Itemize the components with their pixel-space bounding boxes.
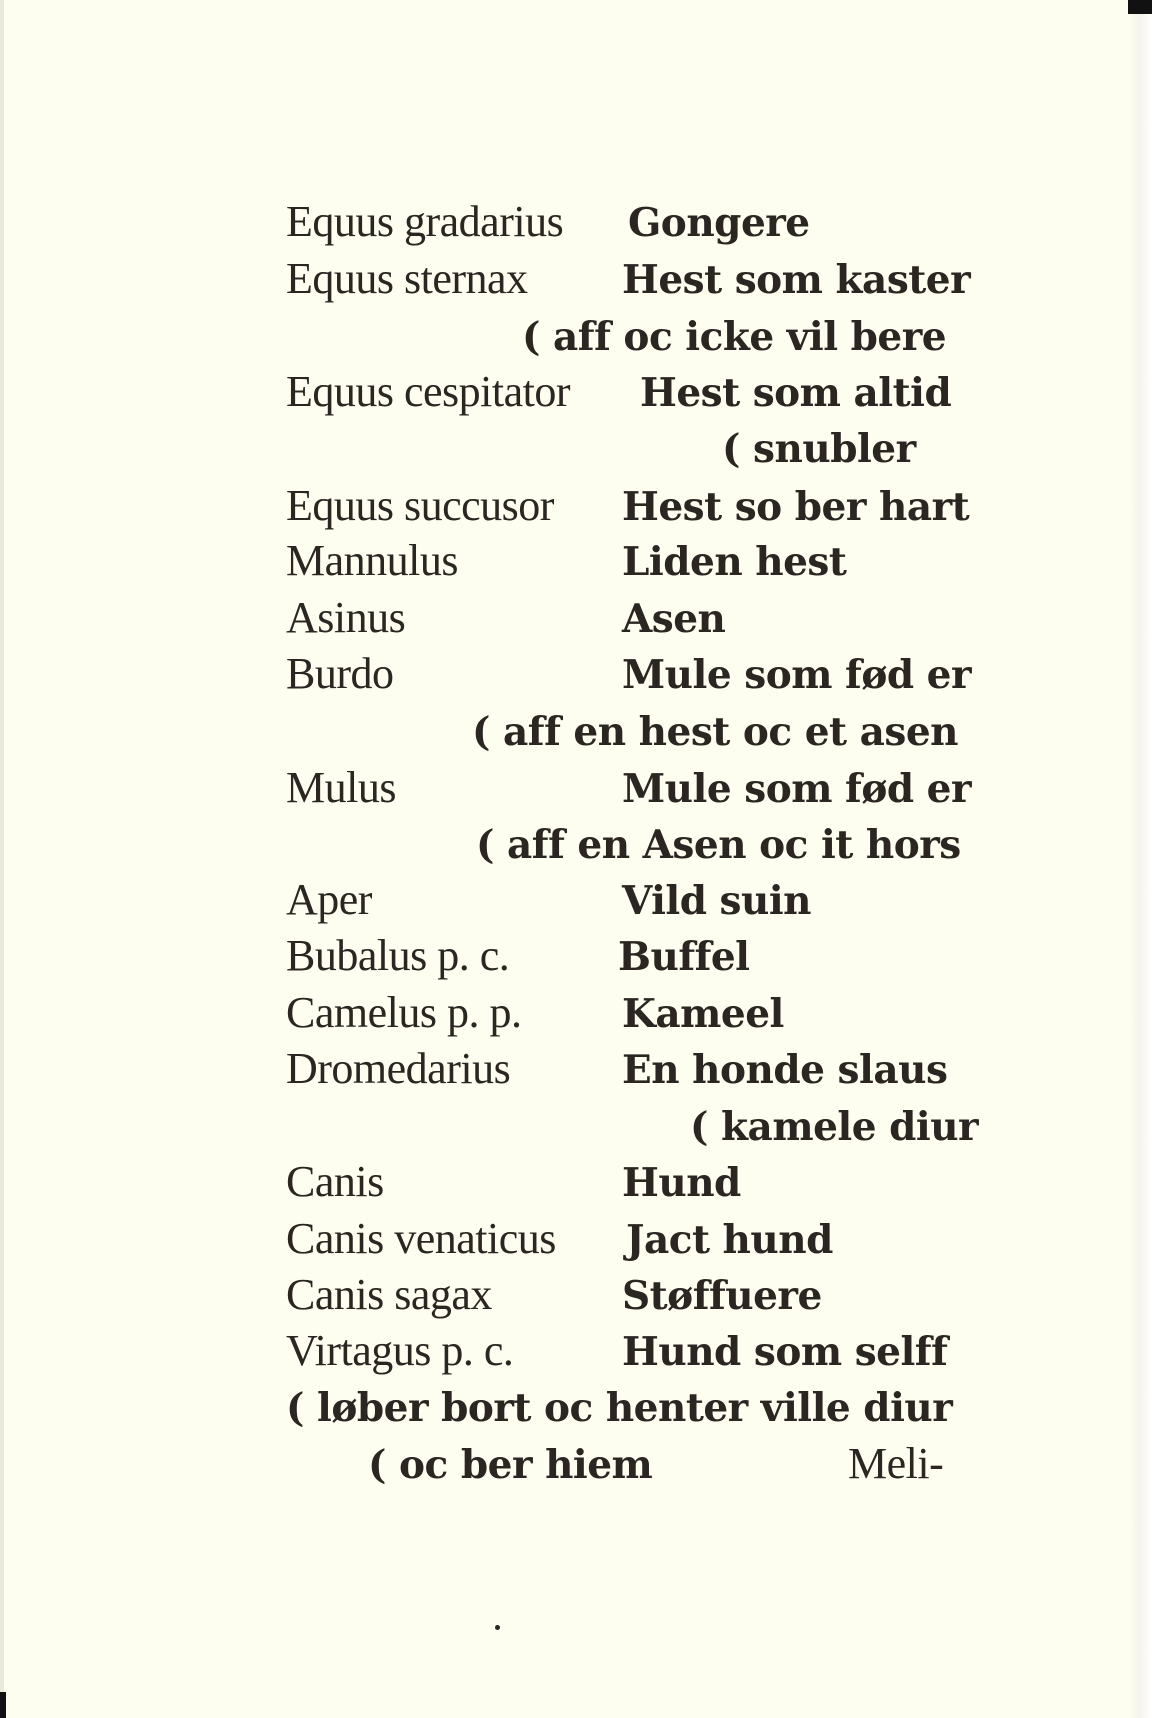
latin-term: Camelus p. p. <box>286 988 522 1037</box>
danish-gloss-continuation: ( snubler <box>722 426 916 472</box>
latin-term: Canis venaticus <box>286 1214 556 1263</box>
latin-term: Asinus <box>286 593 406 642</box>
danish-gloss: Jact hund <box>626 1217 833 1263</box>
danish-gloss-continuation: ( løber bort oc henter ville diur <box>286 1385 953 1431</box>
danish-gloss: Hest som altid <box>640 370 952 416</box>
danish-gloss-continuation: ( aff en hest oc et asen <box>472 709 959 755</box>
latin-term: Virtagus p. c. <box>286 1326 514 1375</box>
latin-term: Equus sternax <box>286 254 528 303</box>
latin-term: Bubalus p. c. <box>286 931 510 980</box>
danish-gloss: Hund <box>622 1160 741 1206</box>
latin-term: Equus gradarius <box>286 197 564 246</box>
danish-gloss: En honde slaus <box>622 1047 948 1093</box>
danish-gloss: Buffel <box>618 934 750 980</box>
danish-gloss: Hest som kaster <box>622 257 971 303</box>
ink-speck <box>495 1625 500 1630</box>
danish-gloss: Hund som selff <box>622 1329 948 1375</box>
danish-gloss: Gongere <box>628 200 810 246</box>
latin-term: Equus succusor <box>286 481 554 530</box>
latin-term: Mulus <box>286 763 396 812</box>
danish-gloss: Kameel <box>622 991 784 1037</box>
danish-gloss: Mule som fød er <box>622 766 972 812</box>
catchword: Meli- <box>848 1439 944 1488</box>
danish-gloss: Støffuere <box>622 1273 822 1319</box>
danish-gloss-continuation: ( aff oc icke vil bere <box>522 314 947 360</box>
latin-term: Burdo <box>286 649 394 698</box>
latin-term: Aper <box>286 875 372 924</box>
danish-gloss: Asen <box>622 596 726 642</box>
danish-gloss: Hest so ber hart <box>622 484 970 530</box>
latin-term: Mannulus <box>286 536 458 585</box>
latin-term: Canis <box>286 1157 384 1206</box>
danish-gloss-continuation: ( kamele diur <box>690 1104 979 1150</box>
latin-term: Dromedarius <box>286 1044 511 1093</box>
danish-gloss: Liden hest <box>622 539 847 585</box>
danish-gloss-continuation: ( aff en Asen oc it hors <box>476 822 961 868</box>
danish-gloss: Mule som fød er <box>622 652 972 698</box>
danish-gloss-continuation: ( oc ber hiem <box>368 1442 653 1488</box>
latin-term: Equus cespitator <box>286 367 571 416</box>
danish-gloss: Vild suin <box>622 878 812 924</box>
latin-term: Canis sagax <box>286 1270 492 1319</box>
